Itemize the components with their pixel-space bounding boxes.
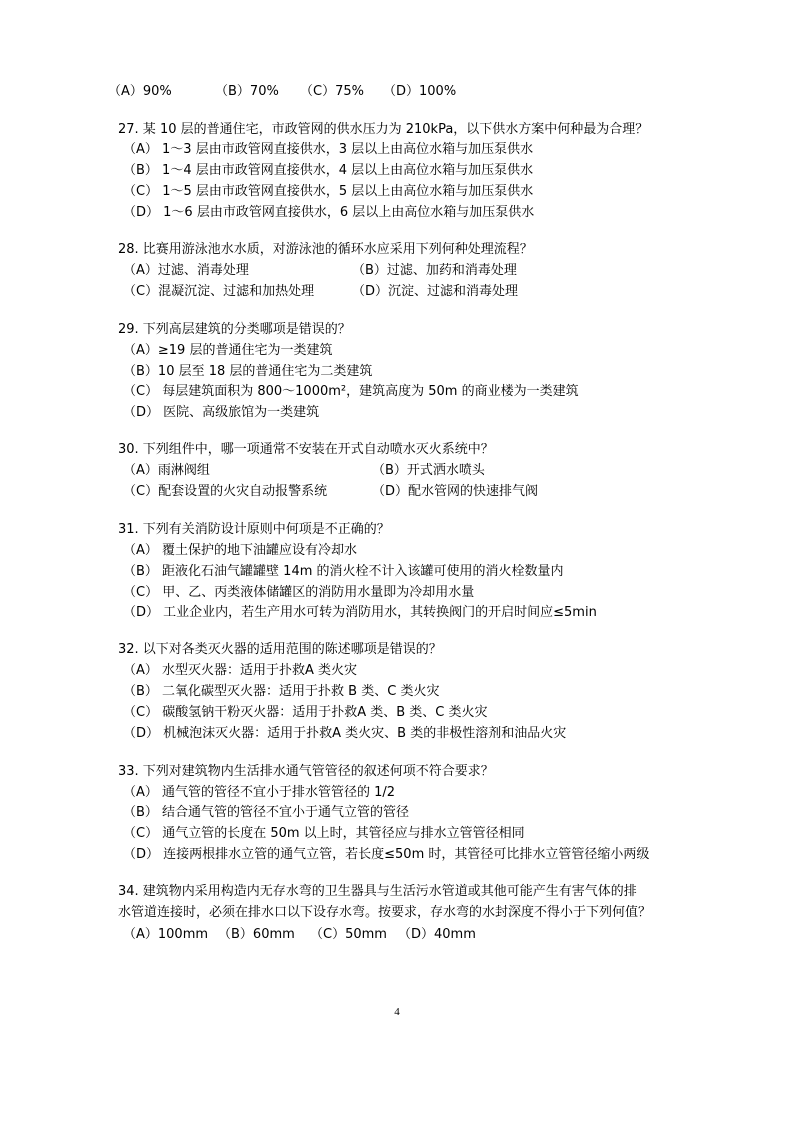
question-31-option-a: （A） 覆土保护的地下油罐应设有冷却水 [123, 543, 358, 558]
question-27-option-b: （B） 1～4 层由市政管网直接供水，4 层以上由高位水箱与加压泵供水 [123, 163, 534, 178]
question-29-option-c: （C） 每层建筑面积为 800～1000m²，建筑高度为 50m 的商业楼为一类建筑 [123, 384, 579, 399]
page-number: 4 [394, 1006, 400, 1018]
question-30-option-a: （A）雨淋阀组 [123, 463, 210, 478]
question-28-option-b: （B）过滤、加药和消毒处理 [352, 263, 517, 278]
question-29-option-b: （B）10 层至 18 层的普通住宅为二类建筑 [123, 364, 373, 379]
question-31-option-b: （B） 距液化石油气罐罐壁 14m 的消火栓不计入该罐可使用的消火栓数量内 [123, 564, 564, 579]
question-27-stem: 27. 某 10 层的普通住宅，市政管网的供水压力为 210kPa，以下供水方案中何种最为合理？ [118, 122, 649, 137]
question-30-option-c: （C）配套设置的火灾自动报警系统 [123, 484, 328, 499]
question-31-stem: 31. 下列有关消防设计原则中何项是不正确的？ [118, 522, 390, 537]
question-27-option-c: （C） 1～5 层由市政管网直接供水，5 层以上由高位水箱与加压泵供水 [123, 184, 534, 199]
question-33-stem: 33. 下列对建筑物内生活排水通气管管径的叙述何项不符合要求？ [118, 764, 494, 779]
question-31-option-c: （C） 甲、乙、丙类液体储罐区的消防用水量即为冷却用水量 [123, 585, 475, 600]
q26-option-c: （C）75% [300, 84, 364, 99]
question-27-option-a: （A） 1～3 层由市政管网直接供水，3 层以上由高位水箱与加压泵供水 [123, 142, 534, 157]
question-30-stem: 30. 下列组件中，哪一项通常不安装在开式自动喷水灭火系统中？ [118, 442, 494, 457]
question-28-option-c: （C）混凝沉淀、过滤和加热处理 [123, 284, 315, 299]
question-34-stem-line2: 水管道连接时，必须在排水口以下设存水弯。按要求，存水弯的水封深度不得小于下列何值？ [118, 905, 652, 920]
question-33-option-a: （A） 通气管的管径不宜小于排水管管径的 1/2 [123, 785, 396, 800]
question-28-option-d: （D）沉淀、过滤和消毒处理 [352, 284, 519, 299]
question-32-option-b: （B） 二氧化碳型灭火器：适用于扑救 B 类、C 类火灾 [123, 684, 440, 699]
question-32-option-c: （C） 碳酸氢钠干粉灭火器：适用于扑救A 类、B 类、C 类火灾 [123, 705, 488, 720]
question-29-option-a: （A）≥19 层的普通住宅为一类建筑 [123, 343, 333, 358]
question-30-option-b: （B）开式洒水喷头 [372, 463, 485, 478]
q26-option-d: （D）100% [383, 84, 457, 99]
question-31-option-d: （D） 工业企业内，若生产用水可转为消防用水，其转换阀门的开启时间应≤5min [123, 605, 597, 620]
question-30-option-d: （D）配水管网的快速排气阀 [372, 484, 539, 499]
question-29-stem: 29. 下列高层建筑的分类哪项是错误的？ [118, 322, 351, 337]
q26-option-b: （B）70% [215, 84, 279, 99]
question-34-option-d: （D）40mm [398, 927, 476, 942]
question-32-stem: 32. 以下对各类灭火器的适用范围的陈述哪项是错误的？ [118, 642, 442, 657]
question-34-option-b: （B）60mm [218, 927, 295, 942]
question-29-option-d: （D） 医院、高级旅馆为一类建筑 [123, 405, 320, 420]
question-34-option-a: （A）100mm [123, 927, 209, 942]
question-33-option-c: （C） 通气立管的长度在 50m 以上时，其管径应与排水立管管径相同 [123, 826, 525, 841]
q26-option-a: （A）90% [108, 84, 172, 99]
question-32-option-a: （A） 水型灭火器：适用于扑救A 类火灾 [123, 663, 358, 678]
question-33-option-d: （D） 连接两根排水立管的通气立管，若长度≤50m 时，其管径可比排水立管管径缩小两级 [123, 847, 650, 862]
question-28-stem: 28. 比赛用游泳池水水质，对游泳池的循环水应采用下列何种处理流程？ [118, 242, 533, 257]
question-33-option-b: （B） 结合通气管的管径不宜小于通气立管的管径 [123, 805, 410, 820]
question-27-option-d: （D） 1～6 层由市政管网直接供水，6 层以上由高位水箱与加压泵供水 [123, 205, 535, 220]
question-28-option-a: （A）过滤、消毒处理 [123, 263, 249, 278]
question-34-stem-line1: 34. 建筑物内采用构造内无存水弯的卫生器具与生活污水管道或其他可能产生有害气体的排 [118, 884, 637, 899]
question-32-option-d: （D） 机械泡沫灭火器：适用于扑救A 类火灾、B 类的非极性溶剂和油品火灾 [123, 726, 567, 741]
question-34-option-c: （C）50mm [310, 927, 387, 942]
